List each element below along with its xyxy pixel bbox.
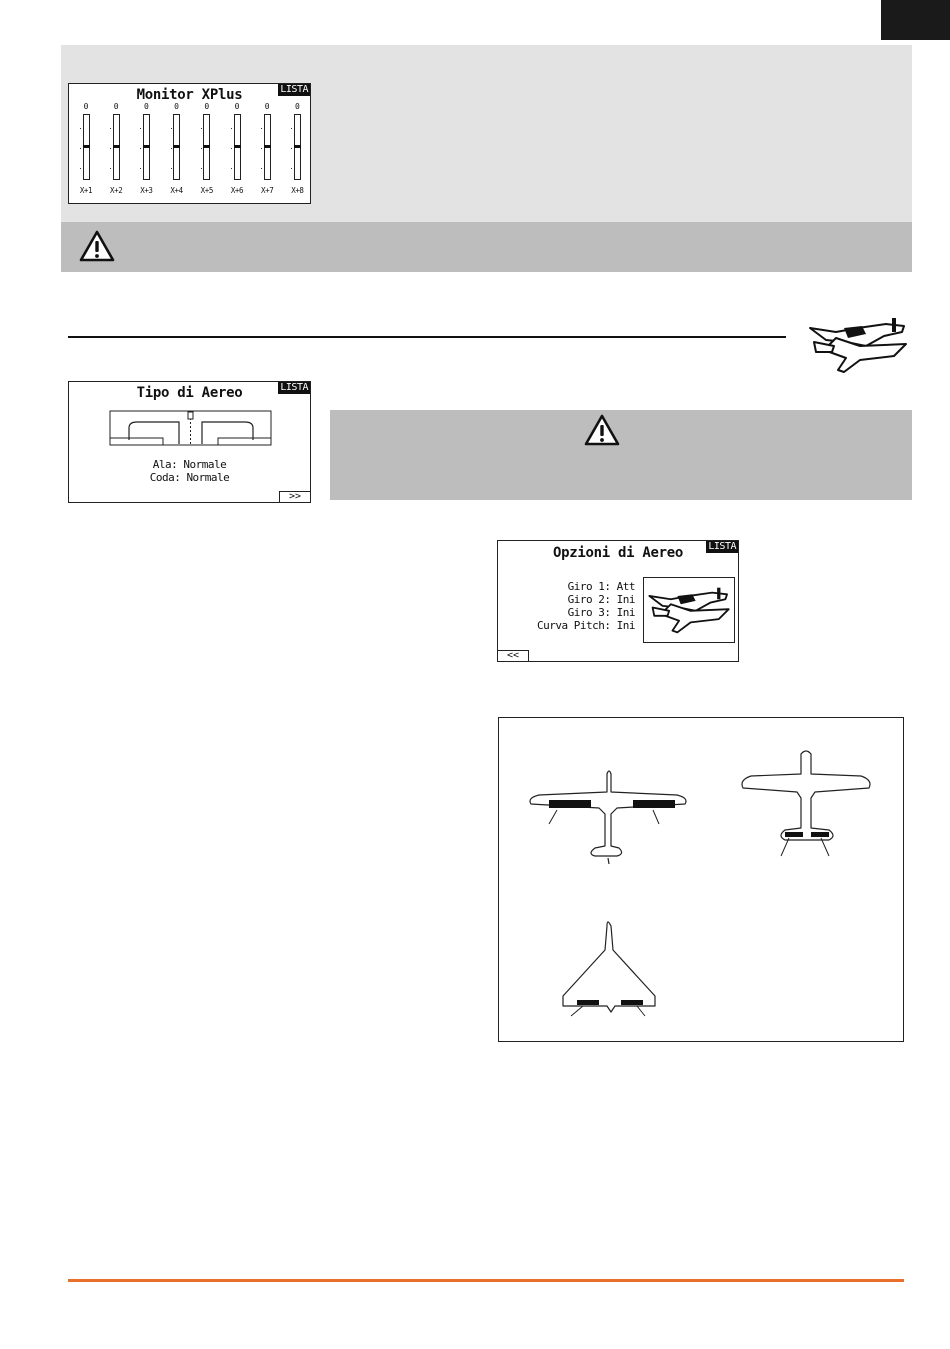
channel-bar	[143, 114, 150, 180]
channel-label: X+3	[140, 186, 153, 195]
aircraft-type-diagram	[109, 410, 272, 446]
channel-tick	[231, 128, 232, 129]
back-button[interactable]: <<	[498, 650, 529, 661]
channel-tick	[291, 168, 292, 169]
channel-tick	[261, 168, 262, 169]
plane-normal-elevators	[742, 751, 870, 840]
channel-level-marker	[234, 145, 241, 148]
channel-tick	[261, 128, 262, 129]
lista-button[interactable]: LISTA	[708, 541, 736, 552]
lista-button[interactable]: LISTA	[280, 382, 308, 393]
channel-tick	[140, 148, 141, 149]
next-button[interactable]: >>	[279, 491, 310, 502]
channel-bar	[264, 114, 271, 180]
wing-type: Ala: Normale	[152, 458, 227, 471]
warning-bar	[61, 222, 912, 272]
channel-bar	[234, 114, 241, 180]
channel-tick	[201, 148, 202, 149]
channel-value: 0	[83, 102, 89, 111]
channel-level-marker	[264, 145, 271, 148]
channel-label: X+7	[261, 186, 274, 195]
channel-tick	[80, 128, 81, 129]
airplane-image-box	[643, 577, 735, 643]
channel-bar	[203, 114, 210, 180]
opzioni-di-aereo-screen	[497, 540, 739, 662]
channel-label: X+8	[291, 186, 304, 195]
channel-tick	[261, 148, 262, 149]
channel-value: 0	[264, 102, 270, 111]
channel-level-marker	[113, 145, 120, 148]
channel-tick	[291, 128, 292, 129]
channel-tick	[110, 168, 111, 169]
option-giro-2[interactable]: Giro 2: Ini	[567, 593, 635, 606]
channel-value: 0	[174, 102, 179, 111]
channel-tick	[140, 128, 141, 129]
aircraft-diagrams-frame	[498, 717, 904, 1042]
section-divider	[68, 336, 786, 338]
channel-tick	[110, 148, 111, 149]
channel-level-marker	[143, 145, 150, 148]
control-surface-diagram	[499, 718, 903, 1041]
airplane-icon	[646, 581, 732, 639]
channel-value: 0	[234, 102, 240, 111]
channel-bar	[294, 114, 301, 180]
lista-button[interactable]: LISTA	[280, 84, 308, 95]
channel-tick	[80, 168, 81, 169]
tipo-di-aereo-screen	[68, 381, 311, 503]
screen-title: Tipo di Aereo	[136, 385, 243, 401]
channel-label: X+5	[200, 186, 213, 195]
warning-panel	[330, 410, 912, 500]
channel-tick	[201, 128, 202, 129]
channel-tick	[140, 168, 141, 169]
option-list	[537, 580, 635, 632]
channel-tick	[171, 168, 172, 169]
channel-value: 0	[143, 102, 149, 111]
channel-bar	[113, 114, 120, 180]
channel-tick	[171, 128, 172, 129]
channel-label: X+4	[170, 186, 183, 195]
channel-value: 0	[204, 102, 210, 111]
option-giro-3[interactable]: Giro 3: Ini	[567, 606, 635, 619]
channel-label: X+2	[110, 186, 123, 195]
warning-icon	[584, 414, 620, 446]
option-curva-pitch[interactable]: Curva Pitch: Ini	[537, 619, 635, 632]
channel-level-marker	[173, 145, 180, 148]
corner-tab	[881, 0, 950, 40]
channel-label: X+1	[79, 186, 93, 195]
channel-label: X+6	[230, 186, 244, 195]
screen-title: Opzioni di Aereo	[552, 545, 684, 561]
channel-level-marker	[203, 145, 210, 148]
channel-value: 0	[294, 102, 300, 111]
screen-title: Monitor XPlus	[136, 87, 243, 103]
channel-tick	[110, 128, 111, 129]
warning-icon	[79, 230, 115, 262]
airplane-icon	[806, 316, 910, 374]
channel-tick	[80, 148, 81, 149]
plane-normal-ailerons	[530, 771, 686, 864]
channel-tick	[201, 168, 202, 169]
channel-bar	[83, 114, 90, 180]
channel-value: 0	[113, 102, 119, 111]
channel-bar	[173, 114, 180, 180]
plane-delta-wing	[563, 922, 655, 1012]
option-giro-1[interactable]: Giro 1: Att	[567, 580, 635, 593]
footer-rule	[68, 1279, 904, 1282]
channel-tick	[171, 148, 172, 149]
channel-tick	[291, 148, 292, 149]
channel-level-marker	[294, 145, 301, 148]
channel-tick	[231, 148, 232, 149]
tail-type: Coda: Normale	[149, 471, 230, 484]
channel-level-marker	[83, 145, 90, 148]
channel-tick	[231, 168, 232, 169]
monitor-xplus-screen	[68, 83, 311, 204]
